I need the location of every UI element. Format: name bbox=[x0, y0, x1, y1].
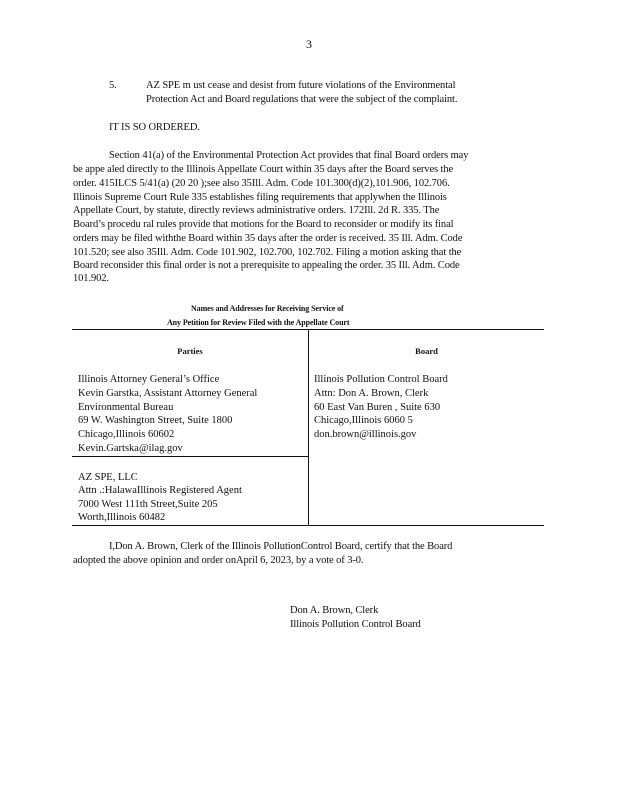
certify-line: I,Don A. Brown, Clerk of the Illinois PollutionControl Board, certify that the Board bbox=[109, 541, 453, 552]
party-divider bbox=[72, 456, 308, 457]
notice-line: 101.520; see also 35Ill. Adm. Code 101.902, 102.700, 102.702. Filing a motion asking that the bbox=[73, 247, 462, 258]
notice-line: Section 41(a) of the Environmental Protection Act provides that final Board orders may bbox=[109, 150, 469, 161]
certify-line: adopted the above opinion and order onApril 6, 2023, by a vote of 3-0. bbox=[73, 555, 364, 566]
notice-line: Board reconsider this final order is not a prerequisite to appealing the order. 35 Ill. Adm. Code bbox=[73, 260, 460, 271]
notice-line: orders may be filed withthe Board within 35 days after the order is received. 35 Ill. Adm. Code bbox=[73, 233, 463, 244]
so-ordered: IT IS SO ORDERED. bbox=[109, 122, 200, 133]
party-line: Environmental Bureau bbox=[78, 402, 174, 413]
signature-name: Don A. Brown, Clerk bbox=[290, 605, 379, 616]
party-line: Attn .:HalawaIllinois Registered Agent bbox=[78, 485, 242, 496]
table-bottom-rule bbox=[72, 525, 544, 526]
notice-line: 101.902. bbox=[73, 273, 109, 284]
item-number: 5. bbox=[109, 80, 117, 91]
party-line: Worth,Illinois 60482 bbox=[78, 512, 166, 523]
notice-line: Board’s procedu ral rules provide that motions for the Board to reconsider or modify its final bbox=[73, 219, 454, 230]
notice-line: order. 415ILCS 5/41(a) (20 20 );see also 35Ill. Adm. Code 101.300(d)(2),101.906, 102.706. bbox=[73, 178, 450, 189]
column-header-parties: Parties bbox=[177, 346, 203, 356]
table-title-line-1: Names and Addresses for Receiving Service of bbox=[191, 304, 344, 313]
notice-line: Appellate Court, by statute, directly reviews administrative orders. 172Ill. 2d R. 335. The bbox=[73, 205, 440, 216]
table-column-divider bbox=[308, 329, 309, 525]
item-5-line-2: Protection Act and Board regulations that were the subject of the complaint. bbox=[146, 94, 458, 105]
board-line: Illinois Pollution Control Board bbox=[314, 374, 448, 385]
column-header-board: Board bbox=[415, 346, 438, 356]
notice-line: be appe aled directly to the Illinois Appellate Court within 35 days after the Board serves the bbox=[73, 164, 454, 175]
page-number: 3 bbox=[306, 37, 312, 51]
party-email: Kevin.Gartska@ilag.gov bbox=[78, 443, 183, 454]
board-line: Attn: Don A. Brown, Clerk bbox=[314, 388, 429, 399]
notice-line: Illinois Supreme Court Rule 335 establishes filing requirements that applywhen the Illinois bbox=[73, 192, 447, 203]
party-line: 7000 West 111th Street,Suite 205 bbox=[78, 499, 218, 510]
party-line: Illinois Attorney General’s Office bbox=[78, 374, 220, 385]
board-line: 60 East Van Buren , Suite 630 bbox=[314, 402, 441, 413]
party-line: Kevin Garstka, Assistant Attorney General bbox=[78, 388, 258, 399]
item-5-line-1: AZ SPE m ust cease and desist from future violations of the Environmental bbox=[146, 80, 456, 91]
table-title-line-2: Any Petition for Review Filed with the Appellate Court bbox=[167, 318, 350, 327]
party-line: Chicago,Illinois 60602 bbox=[78, 429, 175, 440]
party-line: AZ SPE, LLC bbox=[78, 472, 138, 483]
board-email: don.brown@illinois.gov bbox=[314, 429, 417, 440]
board-line: Chicago,Illinois 6060 5 bbox=[314, 415, 413, 426]
party-line: 69 W. Washington Street, Suite 1800 bbox=[78, 415, 233, 426]
signature-org: Illinois Pollution Control Board bbox=[290, 619, 421, 630]
